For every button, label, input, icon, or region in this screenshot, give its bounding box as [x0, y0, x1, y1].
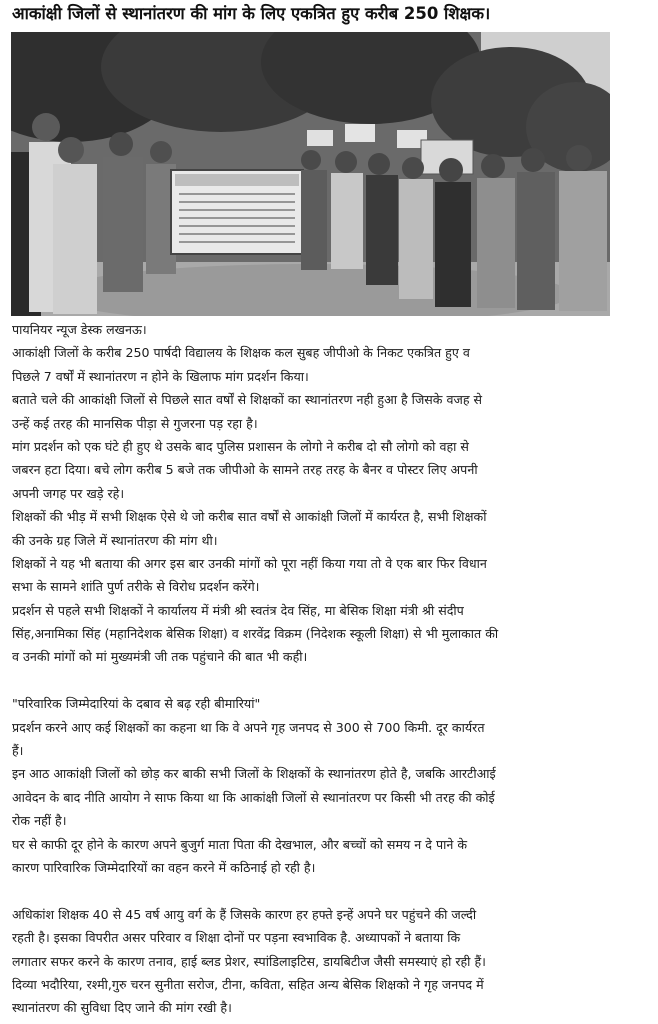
subheading: "परिवारिक जिम्मेदारियां के दबाव से बढ़ रही बीमारियां" [12, 696, 261, 712]
para4-line2: की उनके ग्रह जिले में स्थानांतरण की मांग थी। [12, 532, 218, 548]
para2-line2: उन्हें कई तरह की मानसिक पीड़ा से गुजरना पड़ रहा है। [12, 415, 258, 431]
para10-line4: दिव्या भदौरिया, रश्मी,गुरु चरन सुनीता सरोज, टीना, कविता, सहित अन्य बेसिक शिक्षको ने गृह जनपद में [12, 976, 484, 992]
article-body [12, 318, 612, 1020]
para10-line5: स्थानांतरण की सुविधा दिए जाने की मांग रखी है। [12, 1000, 232, 1016]
para1-line1: आकांक्षी जिलों के करीब 250 पार्षदी विद्यालय के शिक्षक कल सुबह जीपीओ के निकट एकत्रित हुए व [12, 345, 470, 361]
para10-line3: लगातार सफर करने के कारण तनाव, हाई ब्लड प्रेशर, स्पांडिलाइटिस, डायबिटीज जैसी समस्याएं हो रही हैं। [12, 953, 486, 969]
para6-line1: प्रदर्शन से पहले सभी शिक्षकों ने कार्यालय में मंत्री श्री स्वतंत्र देव सिंह, मा बेसिक शिक्षा मंत्री श्री संदीप [12, 602, 464, 618]
para9-line1: घर से काफी दूर होने के कारण अपने बुजुर्ग माता पिता की देखभाल, और बच्चों को समय न दे पाने के [12, 836, 468, 852]
para3-line3: अपनी जगह पर खड़े रहे। [12, 485, 125, 501]
para2-line1: बताते चले की आकांक्षी जिलों से पिछले सात वर्षों से शिक्षकों का स्थानांतरण नही हुआ है जिसके वजह से [12, 392, 483, 408]
para7-line1: प्रदर्शन करने आए कई शिक्षकों का कहना था कि वे अपने गृह जनपद से 300 से 700 किमी. दूर कार्यरत [12, 719, 485, 735]
para9-line2: कारण पारिवारिक जिम्मेदारियों का वहन करने में कठिनाई हो रही है। [12, 859, 316, 875]
para4-line1: शिक्षकों की भीड़ में सभी शिक्षक ऐसे थे जो करीब सात वर्षों से आकांक्षी जिलों में कार्यरत है, सभी शिक्षकों [12, 509, 487, 525]
para6-line3: व उनकी मांगों को मां मुख्यमंत्री जी तक पहुंचाने की बात भी कही। [12, 649, 308, 665]
para8-line1: इन आठ आकांक्षी जिलों को छोड़ कर बाकी सभी जिलों के शिक्षकों के स्थानांतरण होते है, जबकि आरटीआई [12, 766, 496, 782]
para3-line1: मांग प्रदर्शन को एक घंटे ही हुए थे उसके बाद पुलिस प्रशासन के लोगो ने करीब दो सौ लोगो को वहा से [12, 438, 469, 454]
article-source: पायनियर न्यूज डेस्क लखनऊ। [12, 322, 147, 337]
para5-line2: सभा के सामने शांति पुर्ण तरीके से विरोध प्रदर्शन करेंगे। [12, 579, 260, 595]
para3-line2: जबरन हटा दिया। बचे लोग करीब 5 बजे तक जीपीओ के सामने तरह तरह के बैनर व पोस्टर लिए अपनी [12, 462, 478, 478]
news-photo [11, 32, 610, 316]
para10-line2: रहती है। इसका विपरीत असर परिवार व शिक्षा दोनों पर पड़ना स्वभाविक है. अध्यापकों ने बताया कि [12, 930, 461, 946]
para5-line1: शिक्षकों ने यह भी बताया की अगर इस बार उनकी मांगों को पूरा नहीं किया गया तो वे एक बार फिर विधान [12, 555, 487, 571]
para6-line2: सिंह,अनामिका सिंह (महानिदेशक बेसिक शिक्षा) व शरवेंद्र विक्रम (निदेशक स्कूली शिक्षा) से भी मुलाकात की [12, 626, 499, 642]
headline: आकांक्षी जिलों से स्थानांतरण की मांग के लिए एकत्रित हुए करीब 250 शिक्षक। [12, 4, 491, 23]
para7-line2: हैं। [12, 743, 24, 759]
para10-line1: अधिकांश शिक्षक 40 से 45 वर्ष आयु वर्ग के हैं जिसके कारण हर हफ्ते इन्हें अपने घर पहुंचने की जल्दी [12, 906, 477, 922]
spacer [12, 879, 612, 902]
para1-line2: पिछले 7 वर्षों में स्थानांतरण न होने के खिलाफ मांग प्रदर्शन किया। [12, 368, 309, 384]
para8-line3: रोक नहीं है। [12, 813, 67, 829]
para8-line2: आवेदन के बाद नीति आयोग ने साफ किया था कि आकांक्षी जिलों से स्थानांतरण पर किसी भी तरह की कोई [12, 789, 495, 805]
spacer [12, 669, 612, 692]
